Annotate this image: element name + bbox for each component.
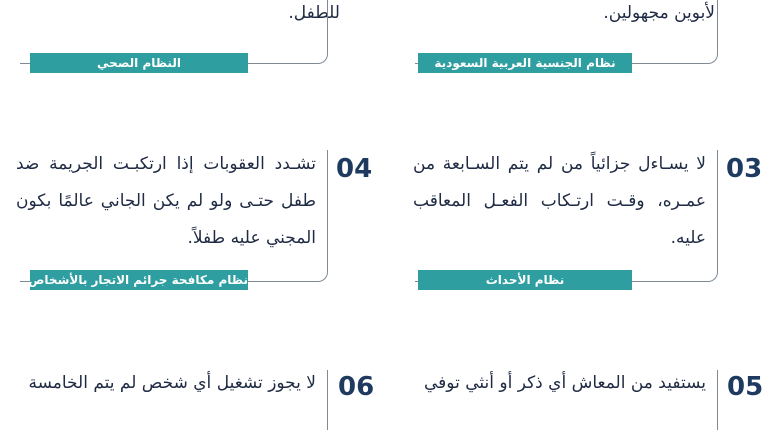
- card-text: لا يسـاءل جزائياً من لم يتم السـابعة من عمـره، وقـت ارتـكاب الفعـل المعاقب عليه.: [413, 154, 706, 248]
- card-text: يستفيد من المعاش أي ذكر أو أنثي توفي: [424, 373, 706, 393]
- card-text: لأبوين مجهولين.: [603, 3, 715, 23]
- law-tag: النظام الصحي: [30, 53, 248, 73]
- card-bracket: [20, 370, 328, 430]
- item-number: 04: [336, 154, 373, 184]
- card-bracket: [415, 370, 718, 430]
- card-text: للطفل.: [288, 3, 340, 23]
- item-number: 03: [726, 154, 763, 184]
- card-text: تشـدد العقوبات إذا ارتكبـت الجريمة ضد طفل حتـى ولو لم يكن الجاني عالمًا بكون المجني عليه طفلاً.: [16, 154, 316, 248]
- card-bracket: [415, 150, 718, 282]
- item-number: 06: [338, 372, 375, 402]
- law-tag: نظام مكافحة جرائم الاتجار بالأشخاص: [30, 270, 248, 290]
- law-tag: نظام الجنسية العربية السعودية: [418, 53, 632, 73]
- card-text: لا يجوز تشغيل أي شخص لم يتم الخامسة: [28, 373, 316, 393]
- card-bracket: [20, 150, 328, 282]
- law-tag: نظام الأحداث: [418, 270, 632, 290]
- item-number: 05: [727, 372, 764, 402]
